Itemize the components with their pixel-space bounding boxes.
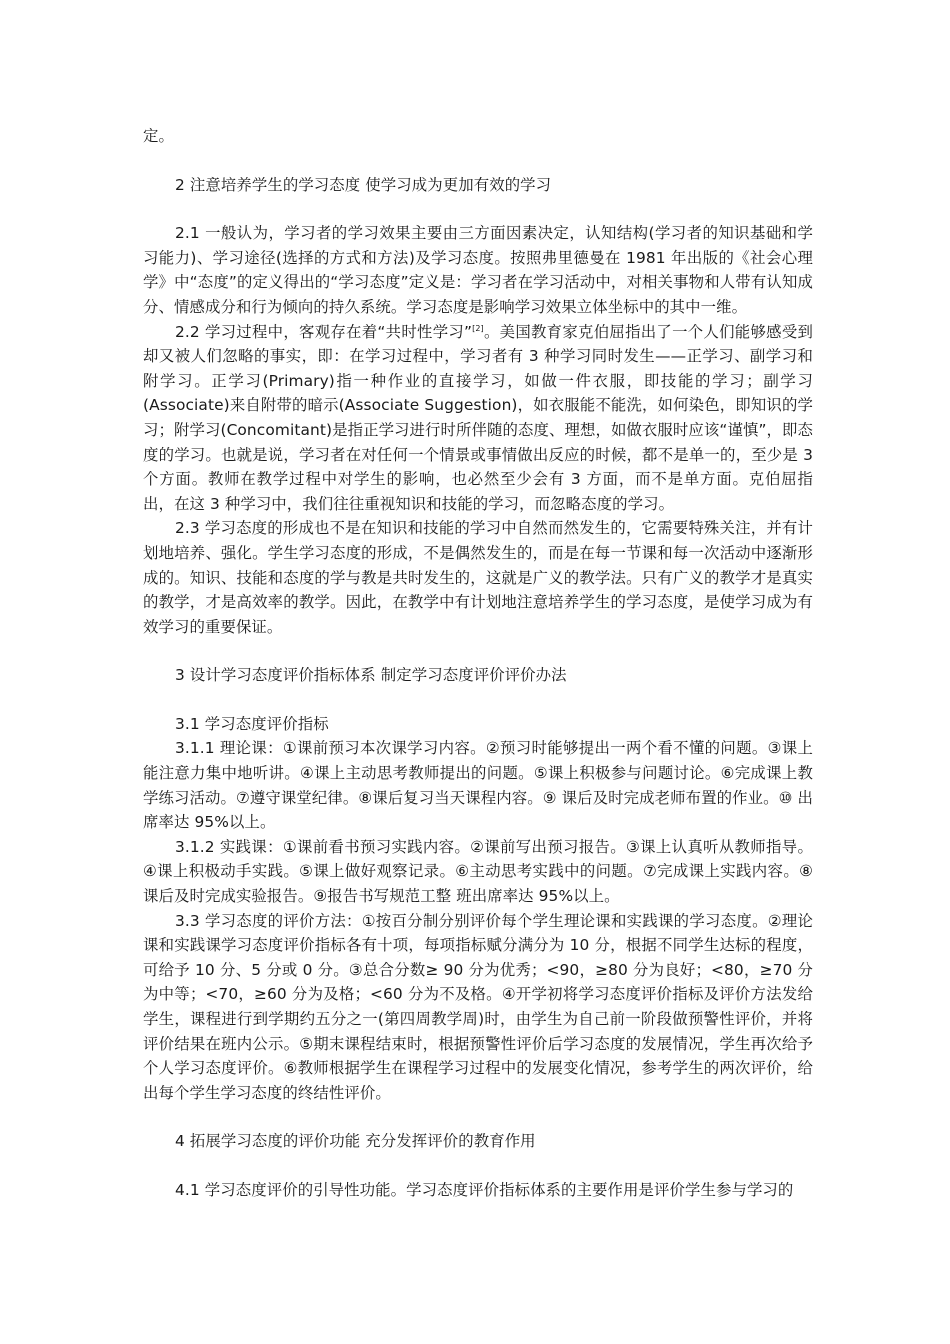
paragraph-2-2 xyxy=(143,320,813,517)
paragraph-2-2-text-b: 。美国教育家克伯屈指出了一个人们能够感受到却又被人们忽略的事实，即：在学习过程中，学习者有 3 种学习同时发生——正学习、副学习和附学习。正学习(Primary)指一种作业的直接学习，如做一件衣服，即技能的学习；副学习(Associate)来自附带的暗示(Associate Suggestion)，如衣服能不能洗，如何染色，即知识的学习；附学习(Concomitant)是指正学习进行时所伴随的态度、理想，如做衣服时应该“谨慎”，即态度的学习。也就是说，学习者在对任何一个情景或事情做出反应的时候，都不是单一的，至少是 3 个方面。教师在教学过程中对学生的影响，也必然至少会有 3 方面，而不是单方面。克伯屈指出，在这 3 种学习中，我们往往重视知识和技能的学习，而忽略态度的学习。 xyxy=(143,322,814,513)
paragraph-2-1: 2.1 一般认为，学习者的学习效果主要由三方面因素决定，认知结构(学习者的知识基础和学习能力)、学习途径(选择的方式和方法)及学习态度。按照弗里德曼在 1981 年出版的《社会心理学》中“态度”的定义得出的“学习态度”定义是：学习者在学习活动中，对相关事物和人带有认知成分、情感成分和行为倾向的持久系统。学习态度是影响学习效果立体坐标中的其中一维。 xyxy=(143,224,813,316)
paragraph-3-3: 3.3 学习态度的评价方法：①按百分制分别评价每个学生理论课和实践课的学习态度。②理论课和实践课学习态度评价指标各有十项，每项指标赋分满分为 10 分，根据不同学生达标的程度，可给予 10 分、5 分或 0 分。③总合分数≥ 90 分为优秀；<90，≥80 分为良好；<80，≥70 分为中等；<70，≥60 分为及格；<60 分为不及格。④开学初将学习态度评价指标及评价方法发给学生，课程进行到学期约五分之一(第四周教学周)时，由学生为自己前一阶段做预警性评价，并将评价结果在班内公示。⑤期末课程结束时，根据预警性评价后学习态度的发展情况，学生再次给予个人学习态度评价。⑥教师根据学生在课程学习过程中的发展变化情况，参考学生的两次评价，给出每个学生学习态度的终结性评价。 xyxy=(143,911,813,1102)
paragraph-2-3: 2.3 学习态度的形成也不是在知识和技能的学习中自然而然发生的，它需要特殊关注，并有计划地培养、强化。学生学习态度的形成，不是偶然发生的，而是在每一节课和每一次活动中逐渐形成的。知识、技能和态度的学与教是共时发生的，这就是广义的教学法。只有广义的教学才是真实的教学，才是高效率的教学。因此，在教学中有计划地注意培养学生的学习态度，是使学习成为有效学习的重要保证。 xyxy=(143,519,813,636)
paragraph-continuation: 定。 xyxy=(143,127,174,145)
section-heading-2: 2 注意培养学生的学习态度 使学习成为更加有效的学习 xyxy=(175,175,552,194)
citation-mark: [2] xyxy=(472,323,484,333)
subheading-3-1: 3.1 学习态度评价指标 xyxy=(175,714,329,733)
paragraph-4-1: 4.1 学习态度评价的引导性功能。学习态度评价指标体系的主要作用是评价学生参与学习的 xyxy=(175,1180,794,1199)
document-page xyxy=(143,124,813,1203)
paragraph-3-1-2: 3.1.2 实践课：①课前看书预习实践内容。②课前写出预习报告。③课上认真听从教师指导。④课上积极动手实践。⑤课上做好观察记录。⑥主动思考实践中的问题。⑦完成课上实践内容。⑧课后及时完成实验报告。⑨报告书写规范工整 班出席率达 95%以上。 xyxy=(143,837,813,906)
paragraph-2-2-text-a: 2.2 学习过程中，客观存在着“共时性学习” xyxy=(175,322,473,341)
section-heading-3: 3 设计学习态度评价指标体系 制定学习态度评价评价办法 xyxy=(175,666,567,685)
section-heading-4: 4 拓展学习态度的评价功能 充分发挥评价的教育作用 xyxy=(175,1132,536,1151)
paragraph-3-1-1: 3.1.1 理论课：①课前预习本次课学习内容。②预习时能够提出一两个看不懂的问题。③课上能注意力集中地听讲。④课上主动思考教师提出的问题。⑤课上积极参与问题讨论。⑥完成课上教学练习活动。⑦遵守课堂纪律。⑧课后复习当天课程内容。⑨ 课后及时完成老师布置的作业。⑩ 出席率达 95%以上。 xyxy=(143,739,813,832)
